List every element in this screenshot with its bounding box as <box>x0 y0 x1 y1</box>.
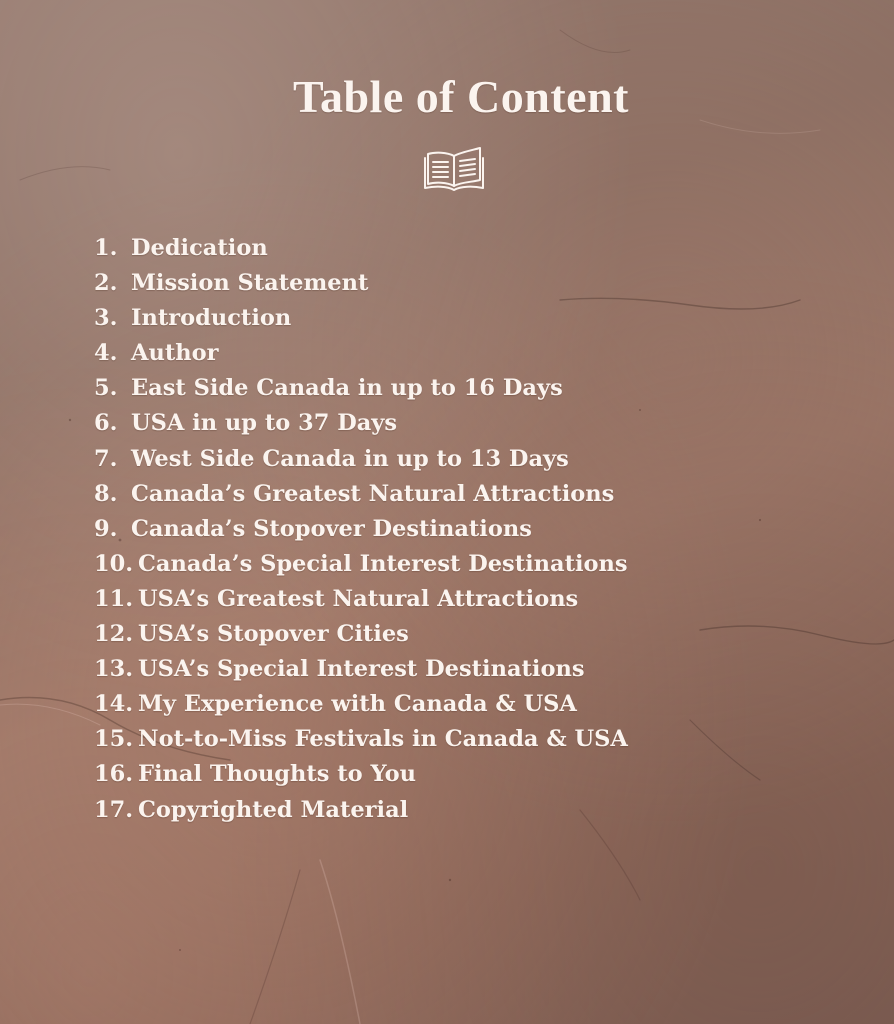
toc-item[interactable] <box>94 442 628 477</box>
toc-item[interactable] <box>94 722 628 757</box>
toc-item-number: 17. <box>94 796 134 823</box>
toc-item[interactable] <box>94 266 628 301</box>
toc-item[interactable] <box>94 301 628 336</box>
toc-item-label: USA’s Stopover Cities <box>138 621 409 648</box>
toc-item[interactable] <box>94 547 628 582</box>
toc-item-number: 14. <box>94 691 134 718</box>
toc-item-label: Canada’s Stopover Destinations <box>131 515 532 542</box>
toc-item-number: 10. <box>94 550 134 577</box>
toc-item-number: 15. <box>94 726 134 753</box>
toc-item-number: 7. <box>94 445 118 472</box>
toc-item[interactable] <box>94 617 628 652</box>
toc-list <box>94 231 628 828</box>
toc-item[interactable] <box>94 793 628 828</box>
toc-item[interactable] <box>94 687 628 722</box>
toc-item-number: 16. <box>94 761 134 788</box>
toc-item-label: Final Thoughts to You <box>138 761 416 788</box>
toc-item-label: USA in up to 37 Days <box>131 410 398 437</box>
toc-item-number: 2. <box>94 270 118 297</box>
toc-item-label: West Side Canada in up to 13 Days <box>131 445 569 472</box>
toc-item-label: Copyrighted Material <box>138 796 409 823</box>
toc-item[interactable] <box>94 406 628 441</box>
toc-item-number: 3. <box>94 305 118 332</box>
toc-item-label: USA’s Special Interest Destinations <box>138 656 585 683</box>
toc-item-label: Mission Statement <box>131 270 369 297</box>
toc-item-label: Not-to-Miss Festivals in Canada & USA <box>138 726 628 753</box>
toc-item-number: 12. <box>94 621 134 648</box>
page-title: Table of Content <box>293 71 629 122</box>
toc-item-number: 4. <box>94 340 118 367</box>
toc-item-number: 6. <box>94 410 118 437</box>
toc-item-label: My Experience with Canada & USA <box>138 691 577 718</box>
toc-item-label: East Side Canada in up to 16 Days <box>131 375 563 402</box>
toc-item-number: 13. <box>94 656 134 683</box>
toc-item-number: 5. <box>94 375 118 402</box>
toc-item-label: Canada’s Special Interest Destinations <box>138 550 628 577</box>
toc-item-label: Canada’s Greatest Natural Attractions <box>131 480 615 507</box>
toc-item-number: 11. <box>94 585 134 612</box>
toc-item-label: Dedication <box>131 235 268 261</box>
toc-item[interactable] <box>94 757 628 792</box>
toc-item[interactable] <box>94 582 628 617</box>
toc-item-number: 8. <box>94 480 118 507</box>
toc-item[interactable] <box>94 336 628 371</box>
toc-item-label: Introduction <box>131 305 292 332</box>
toc-item[interactable] <box>94 477 628 512</box>
toc-item-number: 9. <box>94 515 118 542</box>
toc-item-number: 1. <box>94 235 118 261</box>
toc-item-label: USA’s Greatest Natural Attractions <box>138 585 579 612</box>
toc-item-label: Author <box>131 340 219 367</box>
toc-item[interactable] <box>94 231 628 266</box>
toc-item[interactable] <box>94 371 628 406</box>
open-book-icon <box>423 146 485 192</box>
toc-item[interactable] <box>94 512 628 547</box>
toc-item[interactable] <box>94 652 628 687</box>
